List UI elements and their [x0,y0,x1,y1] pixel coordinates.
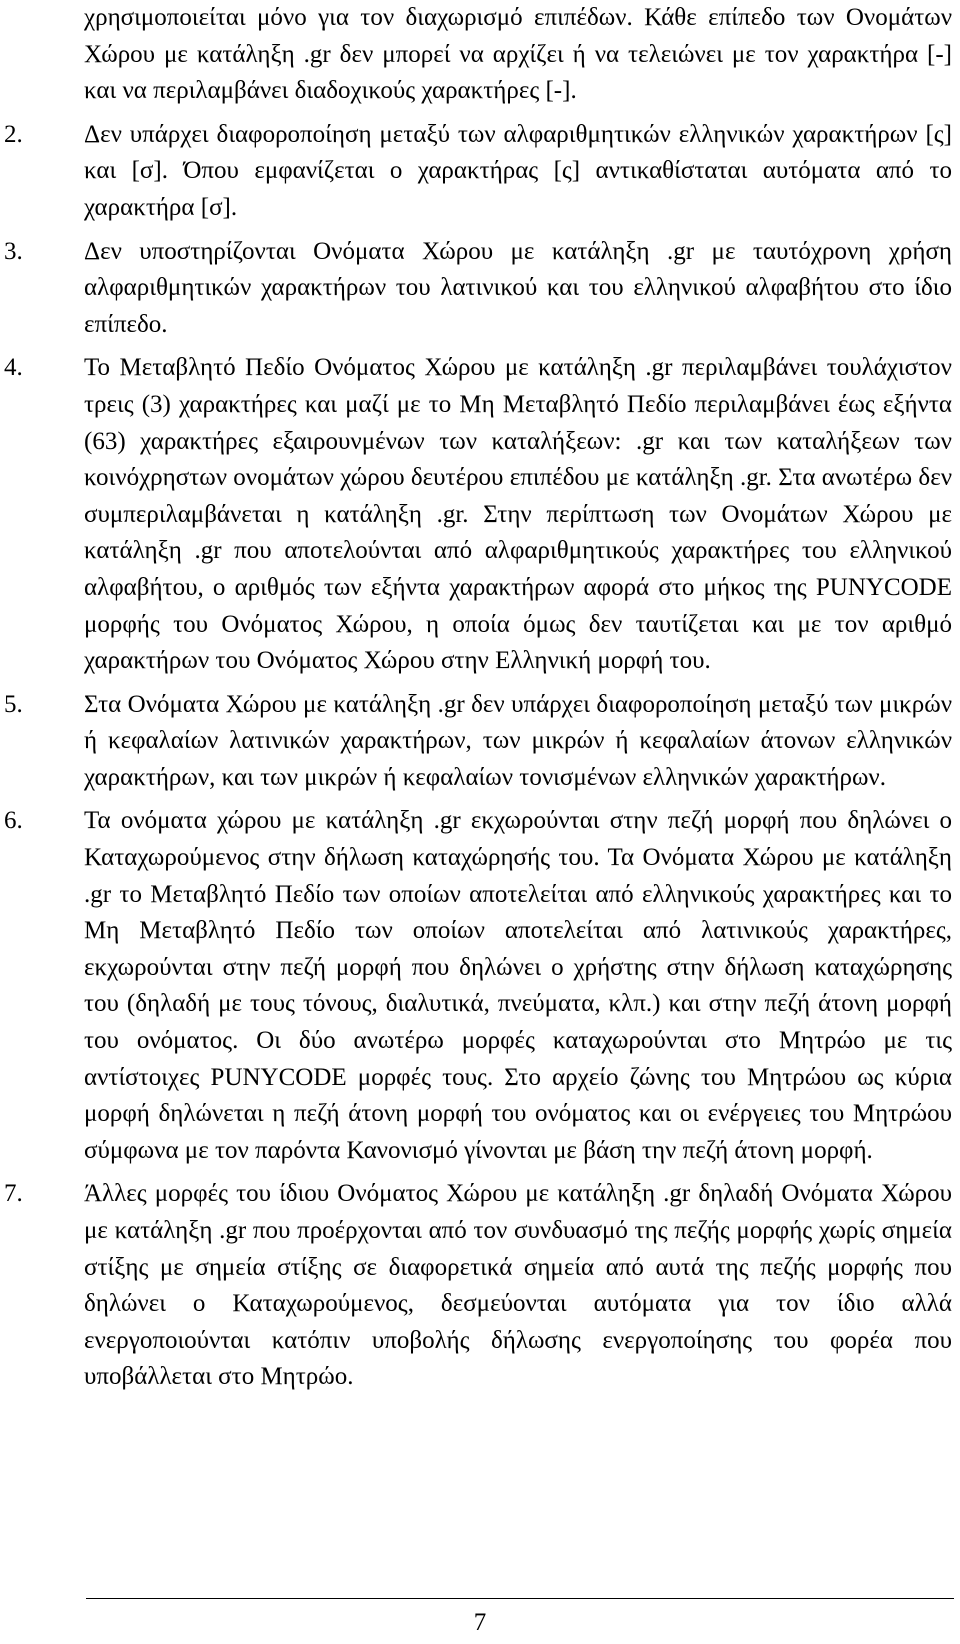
item-text: Δεν υποστηρίζονται Ονόματα Χώρου με κατάληξη .gr με ταυτόχρονη χρήση αλφαριθμητικών χαρακτήρων του λατινικού και του ελληνικού αλφαβήτου στο ίδιο επίπεδο. [84,237,952,338]
item-number: 2. [4,120,23,148]
item-number: 5. [4,690,23,718]
intro-continuation: χρησιμοποιείται μόνο για τον διαχωρισμό επιπέδων. Κάθε επίπεδο των Ονομάτων Χώρου με κατάληξη .gr δεν μπορεί να αρχίζει ή να τελειώνει με τον χαρακτήρα [-] και να περιλαμβάνει διαδοχικούς χαρακτήρες [-]. [84,4,952,105]
page-number: 7 [473,1609,487,1636]
item-text: Στα Ονόματα Χώρου με κατάληξη .gr δεν υπάρχει διαφοροποίηση μεταξύ των μικρών ή κεφαλαίων λατινικών χαρακτήρων, των μικρών ή κεφαλαίων άτονων ελληνικών χαρακτήρων, και των μικρών ή κεφαλαίων τονισμένων ελληνικών χαρακτήρων. [84,690,952,791]
item-text: Δεν υπάρχει διαφοροποίηση μεταξύ των αλφαριθμητικών ελληνικών χαρακτήρων [ς] και [σ]. Όπου εμφανίζεται ο χαρακτήρας [ς] αντικαθίσταται αυτόματα από το χαρακτήρα [σ]. [84,120,952,221]
item-number: 4. [4,354,23,382]
item-text: Το Μεταβλητό Πεδίο Ονόματος Χώρου με κατάληξη .gr περιλαμβάνει τουλάχιστον τρεις (3) χαρακτήρες και μαζί με το Μη Μεταβλητό Πεδίο περιλαμβάνει έως εξήντα (63) χαρακτήρες εξαιρουνμένων των καταλήξεων: .gr και των καταλήξεων των κοινόχρηστων ονομάτων χώρου δευτέρου επιπέδου με κατάληξη .gr. Στα ανωτέρω δεν συμπεριλαμβάνεται η κατάληξη .gr. Στην περίπτωση των Ονομάτων Χώρου με κατάληξη .gr που αποτελούνται από αλφαριθμητικούς χαρακτήρες του ελληνικού αλφαβήτου, ο αριθμός των εξήντα χαρακτήρων αφορά στο μήκος της PUNYCODE μορφής του Ονόματος Χώρου, η οποία όμως δεν ταυτίζεται και με τον αριθμό χαρακτήρων του Ονόματος Χώρου στην Ελληνική μορφή του. [84,354,952,675]
item-text: Τα ονόματα χώρου με κατάληξη .gr εκχωρούνται στην πεζή μορφή που δηλώνει ο Καταχωρούμενος στην δήλωση καταχώρησής του. Τα Ονόματα Χώρου με κατάληξη .gr το Μεταβλητό Πεδίο των οποίων αποτελείται από ελληνικούς χαρακτήρες και το Μη Μεταβλητό Πεδίο των οποίων αποτελείται από λατινικούς χαρακτήρες, εκχωρούνται στην πεζή μορφή που δηλώνει ο χρήστης στην δήλωση καταχώρησης του (δηλαδή με τους τόνους, διαλυτικά, πνεύματα, κλπ.) και στην πεζή άτονη μορφή του ονόματος. Οι δύο ανωτέρω μορφές καταχωρούνται στο Μητρώο με τις αντίστοιχες PUNYCODE μορφές τους. Στο αρχείο ζώνης του Μητρώου ως κύρια μορφή δηλώνεται η πεζή άτονη μορφή του ονόματος και οι ενέργειες του Μητρώου σύμφωνα με τον παρόντα Κανονισμό γίνονται με βάση την πεζή άτονη μορφή. [84,807,952,1164]
item-number: 3. [4,237,23,265]
footer-divider [86,1598,954,1599]
list-item-5 [4,687,952,797]
item-text: Άλλες μορφές του ίδιου Ονόματος Χώρου με κατάληξη .gr δηλαδή Ονόματα Χώρου με κατάληξη .gr που προέρχονται από τον συνδυασμό της πεζής μορφής χωρίς σημεία στίξης με σημεία στίξης σε διαφορετικά σημεία από αυτά της πεζής μορφής που δηλώνει ο Καταχωρούμενος, δεσμεύονται αυτόματα για τον ίδιο αλλά ενεργοποιούνται κατόπιν υποβολής δήλωσης ενεργοποίησης του φορέα που υποβάλλεται στο Μητρώο. [84,1180,952,1391]
list-item-7 [4,1176,952,1396]
list-item-6 [4,803,952,1169]
list-item-2 [4,117,952,227]
item-number: 6. [4,807,23,835]
item-number: 7. [4,1180,23,1208]
document-page [4,0,952,1396]
list-item-4 [4,350,952,679]
list-item-3 [4,234,952,344]
